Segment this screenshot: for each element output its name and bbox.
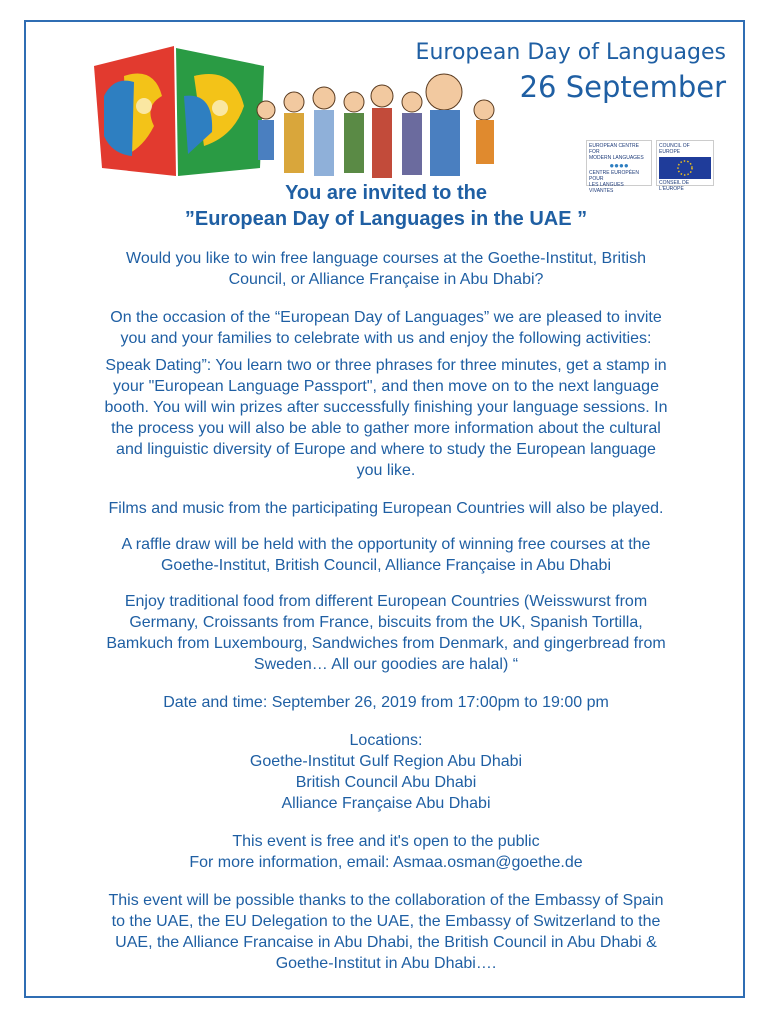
thanks-line: to the UAE, the EU Delegation to the UAE, the Embassy of Switzerland to the	[111, 913, 661, 930]
speak-dating-line: booth. You will win prizes after successfully finishing your language sessions. In	[104, 399, 668, 416]
speak-dating-line: you like.	[356, 462, 416, 479]
food-line: Germany, Croissants from France, biscuits from the UK, Spanish Tortilla,	[129, 614, 643, 631]
intro-line: Would you like to win free language courses at the Goethe-Institut, British	[126, 250, 646, 267]
thanks-paragraph	[56, 890, 716, 974]
ecml-logo-text-3: CENTRE EUROPÉEN POUR	[589, 170, 640, 182]
coe-logo-text-1: COUNCIL OF EUROPE	[659, 143, 690, 155]
food-paragraph	[56, 591, 716, 675]
thanks-line: UAE, the Alliance Francaise in Abu Dhabi, the British Council in Abu Dhabi &	[115, 934, 657, 951]
raffle-paragraph	[56, 534, 716, 576]
speak-dating-line: the process you will also be able to gather more information about the cultural	[111, 420, 661, 437]
speak-dating-line: Speak Dating”: You learn two or three phrases for three minutes, get a stamp in	[105, 357, 667, 374]
raffle-line: A raffle draw will be held with the opportunity of winning free courses at the	[121, 536, 651, 553]
contact-email: For more information, email: Asmaa.osman@goethe.de	[189, 854, 583, 871]
invitation-heading-1: You are invited to the	[285, 182, 487, 204]
occasion-line: you and your families to celebrate with us and enjoy the following activities:	[120, 330, 652, 347]
thanks-line: This event will be possible thanks to the collaboration of the Embassy of Spain	[108, 892, 664, 909]
thanks-line: Goethe-Institut in Abu Dhabi….	[275, 955, 497, 972]
speak-dating-line: and linguistic diversity of Europe and where to study the European language	[116, 441, 656, 458]
invitation-heading-2: ”European Day of Languages in the UAE ”	[184, 208, 588, 230]
date-time: Date and time: September 26, 2019 from 17:00pm to 19:00 pm	[163, 694, 609, 711]
intro-line: Council, or Alliance Française in Abu Dhabi?	[228, 271, 544, 288]
food-line: Bamkuch from Luxembourg, Sandwiches from Denmark, and gingerbread from	[106, 635, 666, 652]
food-line: Enjoy traditional food from different European Countries (Weisswurst from	[124, 593, 648, 610]
speak-dating-paragraph	[56, 355, 716, 481]
ecml-logo-text-1: EUROPEAN CENTRE FOR	[589, 143, 640, 155]
intro-paragraph	[56, 248, 716, 290]
free-event-note: This event is free and it's open to the public	[232, 833, 540, 850]
films-paragraph: Films and music from the participating European Countries will also be played.	[108, 500, 664, 517]
food-line: Sweden… All our goodies are halal) “	[253, 656, 519, 673]
location-item: Goethe-Institut Gulf Region Abu Dhabi	[249, 753, 523, 770]
speak-dating-line: your "European Language Passport", and then move on to the next language	[113, 378, 659, 395]
location-item: British Council Abu Dhabi	[295, 774, 477, 791]
raffle-line: Goethe-Institut, British Council, Alliance Française in Abu Dhabi	[160, 557, 611, 574]
invitation-body	[56, 178, 716, 974]
occasion-paragraph	[56, 307, 716, 349]
location-item: Alliance Française Abu Dhabi	[281, 795, 491, 812]
event-date: 26 September	[519, 70, 726, 104]
ecml-logo-text-2: MODERN LANGUAGES	[589, 155, 644, 161]
coe-logo-text-2: CONSEIL DE L'EUROPE	[659, 180, 690, 192]
eu-stars-flag-icon	[659, 157, 711, 179]
event-title: European Day of Languages	[415, 40, 726, 65]
ecml-dots-icon: ●●●●	[609, 161, 629, 170]
ecml-logo-text-4: LES LANGUES VIVANTES	[589, 182, 624, 194]
locations-block	[56, 730, 716, 814]
occasion-line: On the occasion of the “European Day of Languages” we are pleased to invite	[110, 309, 662, 326]
locations-label: Locations:	[349, 732, 423, 749]
contact-block	[56, 831, 716, 873]
